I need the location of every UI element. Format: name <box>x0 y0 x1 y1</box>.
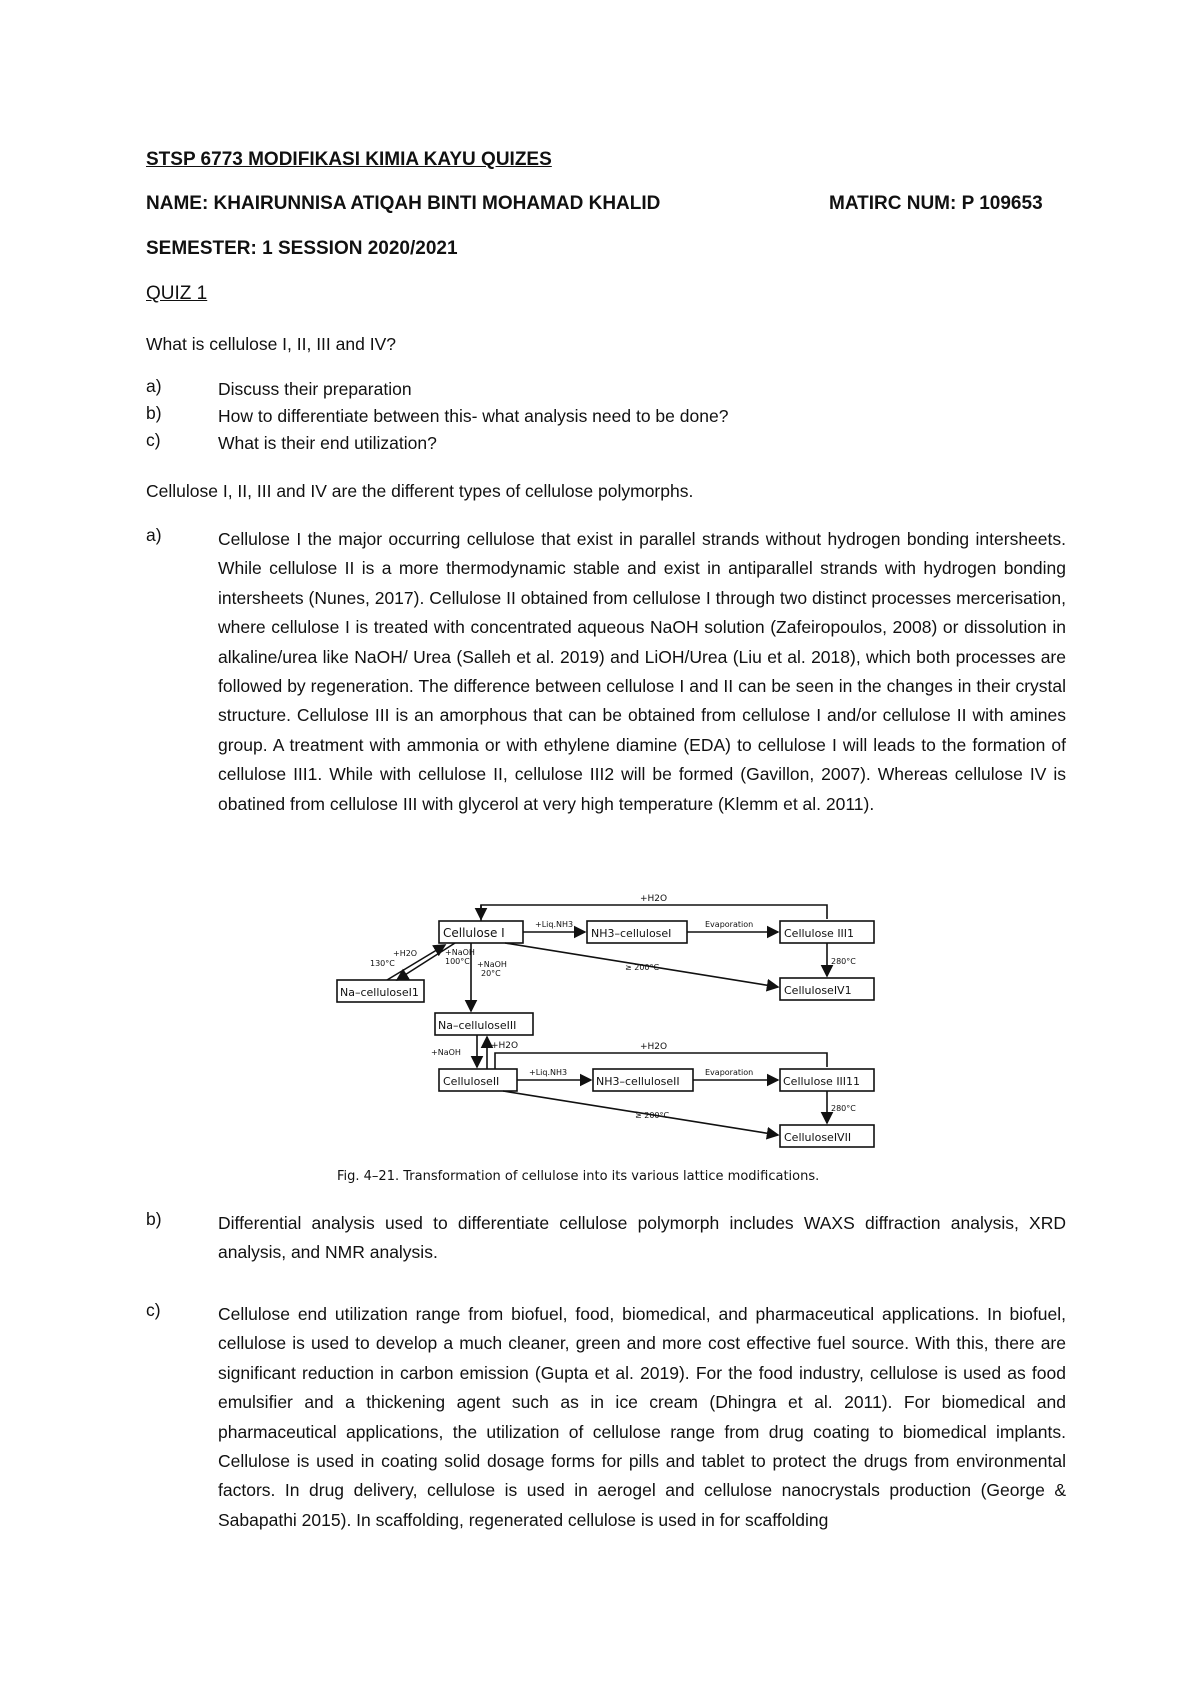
answer-b-text: Differential analysis used to differentiate cellulose polymorph includes WAXS diffraction analysis, XRD analysis, and NMR analysis. <box>218 1213 1066 1263</box>
label-nh3-cellulose-2: NH3–celluloseII <box>596 1075 680 1088</box>
label-naoh-100: +NaOH <box>445 948 475 957</box>
arrow-h2o-top <box>481 905 827 921</box>
label-280-bottom: 280°C <box>831 1104 856 1113</box>
label-naoh-left: +NaOH <box>431 1048 461 1057</box>
answer-a-text: Cellulose I the major occurring cellulose that exist in parallel strands without hydrogen bonding intersheets. While cellulose II is a more thermodynamic stable and exist in antiparallel strands with hydrogen bonding intersheets (Nunes, 2017). Cellulose II obtained from cellulose I through two distinct processes mercerisation, where cellulose I is treated with concentrated aqueous NaOH solution (Zafeiropoulos, 2008) or dissolution in alkaline/urea like NaOH/ Urea (Salleh et al. 2019) and LiOH/Urea (Liu et al. 2018), which both processes are followed by regeneration. The difference between cellulose I and II can be seen in the changes in their crystal structure. Cellulose III is an amorphous that can be obtained from cellulose I and/or cellulose II with amines group. A treatment with ammonia or with ethylene diamine (EDA) to cellulose I will leads to the formation of cellulose III1. While with cellulose II, cellulose III2 will be formed (Gavillon, 2007). Whereas cellulose IV is obatined from cellulose III with glycerol at very high temperature (Klemm et al. 2011). <box>218 529 1066 814</box>
label-cellulose-4-1: CelluloseIV1 <box>784 984 852 997</box>
label-130: 130°C <box>370 959 395 968</box>
label-liq-nh3-bottom: +Liq.NH3 <box>529 1068 568 1077</box>
label-nh3-cellulose-1: NH3–celluloseI <box>591 927 672 940</box>
figure-caption: Fig. 4–21. Transformation of cellulose into its various lattice modifications. <box>337 1169 820 1184</box>
item-marker: a) <box>146 376 162 396</box>
answer-c-text: Cellulose end utilization range from biofuel, food, biomedical, and pharmaceutical applications. In biofuel, cellulose is used to develop a much cleaner, green and more cost effective fuel source. With this, there are significant reduction in carbon emission (Gupta et al. 2019). For the food industry, cellulose is used as food emulsifier and a thickening agent such as in ice cream (Dhingra et al. 2011). For biomedical and pharmaceutical applications, the utilization of cellulose range from drug coating to biomedical implants. Cellulose is used in coating solid dosage forms for pills and tablet to protect the drugs from environmental factors. In drug delivery, cellulose is used in aerogel and cellulose nanocrystals production (George & Sabapathi 2015). In scaffolding, regenerated cellulose is used in for scaffolding <box>218 1304 1066 1530</box>
label-cellulose-2: CelluloseII <box>443 1075 500 1088</box>
item-text: How to differentiate between this- what analysis need to be done? <box>218 406 729 426</box>
item-text: Discuss their preparation <box>218 379 412 399</box>
label-100: 100°C <box>445 957 470 966</box>
answer-b-marker: b) <box>146 1209 162 1229</box>
label-na-cellulose-1-2: Na–celluloseIII <box>438 1019 517 1032</box>
answer-c <box>146 1300 1066 1535</box>
label-h2o-bottom: +H2O <box>640 1042 668 1052</box>
label-h2o-top: +H2O <box>640 894 668 904</box>
label-200-bottom: ≥ 200°C <box>635 1111 670 1120</box>
label-cellulose-4-2: CelluloseIVII <box>784 1131 852 1144</box>
label-cellulose-3-1: Cellulose III1 <box>784 927 855 940</box>
label-na-cellulose-1-1: Na–celluloseI1 <box>340 986 419 999</box>
semester-line: SEMESTER: 1 SESSION 2020/2021 <box>146 238 458 259</box>
label-20: 20°C <box>481 969 501 978</box>
answer-c-marker: c) <box>146 1300 161 1320</box>
answer-a-marker: a) <box>146 525 162 545</box>
label-evaporation-top: Evaporation <box>705 920 754 929</box>
quiz-title: QUIZ 1 <box>146 283 208 304</box>
answer-b <box>146 1209 1066 1268</box>
label-200-top: ≥ 200°C <box>625 963 660 972</box>
item-marker: c) <box>146 430 161 450</box>
matric-number: MATIRC NUM: P 109653 <box>829 193 1043 214</box>
diagram-svg <box>335 893 875 1195</box>
course-title: STSP 6773 MODIFIKASI KIMIA KAYU QUIZES <box>146 149 552 170</box>
answer-a <box>146 525 1066 819</box>
cellulose-transformation-figure <box>335 893 875 1195</box>
answer-intro: Cellulose I, II, III and IV are the different types of cellulose polymorphs. <box>146 481 694 501</box>
question-prompt: What is cellulose I, II, III and IV? <box>146 334 396 354</box>
student-name: NAME: KHAIRUNNISA ATIQAH BINTI MOHAMAD KHALID <box>146 193 661 214</box>
label-liq-nh3-top: +Liq.NH3 <box>535 920 574 929</box>
label-280-top: 280°C <box>831 957 856 966</box>
label-evaporation-bottom: Evaporation <box>705 1068 754 1077</box>
arrow-h2o-bottom <box>495 1053 827 1069</box>
label-cellulose-1: Cellulose I <box>443 926 505 940</box>
label-h2o-mid: +H2O <box>491 1041 519 1051</box>
item-marker: b) <box>146 403 162 423</box>
label-naoh-20: +NaOH <box>477 960 507 969</box>
question-item <box>146 376 1066 402</box>
item-text: What is their end utilization? <box>218 433 437 453</box>
label-h2o-left: +H2O <box>393 949 418 958</box>
question-item <box>146 403 1066 429</box>
label-cellulose-3-2: Cellulose III11 <box>783 1075 861 1088</box>
question-item <box>146 430 1066 456</box>
